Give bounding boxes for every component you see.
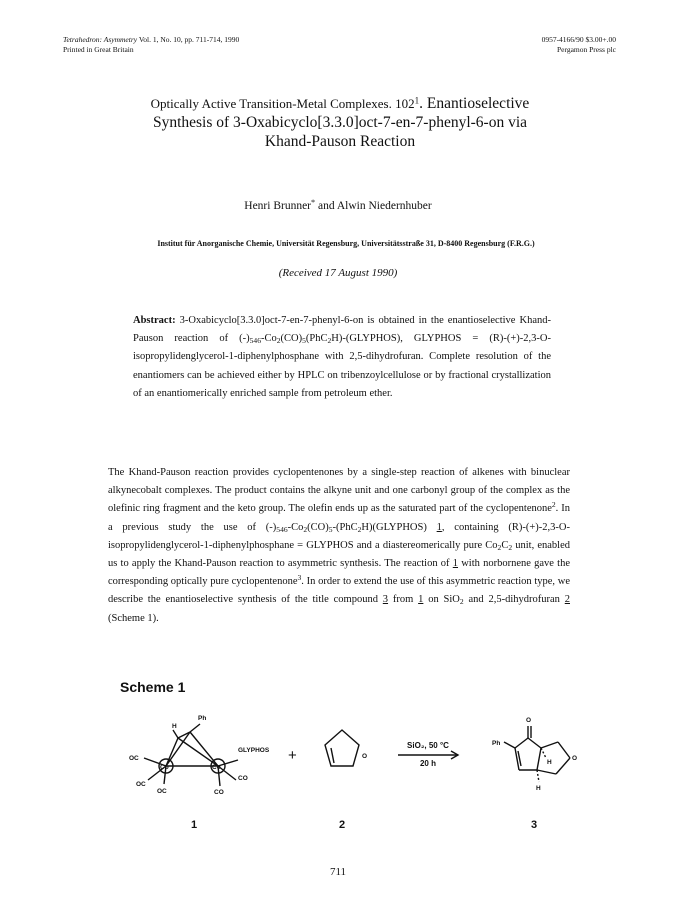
cobalt-label: Co <box>212 764 221 771</box>
compound-3-structure <box>504 726 570 782</box>
co-label: OC <box>136 781 146 788</box>
volume-pages: Vol. 1, No. 10, pp. 711-714, 1990 <box>137 35 240 44</box>
compound-number-1: 1 <box>190 819 198 831</box>
oxygen-label: O <box>362 753 368 760</box>
publisher: Pergamon Press plc <box>556 45 616 54</box>
compound-number-2: 2 <box>338 819 346 831</box>
compound-number-3: 3 <box>530 819 538 831</box>
received-date: (Received 17 August 1990) <box>278 267 398 279</box>
co-label: OC <box>157 788 167 795</box>
compound-1-structure <box>144 724 238 786</box>
co-label: CO <box>238 775 248 782</box>
compound-2-structure <box>325 730 359 766</box>
reaction-arrow <box>398 751 458 759</box>
page-number: 711 <box>329 866 347 878</box>
atom-ph-label: Ph <box>492 740 501 747</box>
affiliation: Institut für Anorganische Chemie, Universität Regensburg, Universitätsstraße 31, D-8400 Regensburg (F.R.G.) <box>157 239 535 248</box>
abstract-label: Abstract: <box>133 315 176 326</box>
atom-h-label: H <box>547 759 552 766</box>
printed-in: Printed in Great Britain <box>63 45 134 54</box>
atom-h-label: H <box>536 785 541 792</box>
glyphos-label: GLYPHOS <box>238 747 270 754</box>
journal-name: Tetrahedron: Asymmetry <box>63 35 138 44</box>
issn-price: 0957-4166/90 $3.00+.00 <box>541 35 616 44</box>
conditions-bottom: 20 h <box>419 759 437 768</box>
co-label: CO <box>214 789 224 796</box>
body-paragraph: The Khand-Pauson reaction provides cyclopentenones by a single-step reaction of alkenes with binuclear alkynecobalt complexes. The product contains the alkyne unit and one carbonyl group of the complex as the olefinic ring fragment and the keto group. The olefin ends up as the saturated part of the cyclopentenone$^2$. In a previous study the use of $(-)_{546}-Co_2(CO)_5-(PhC_2H)(GLYPHOS)$ 1, containing (R)-(+)-2,3-O-isopropylidenglycerol-1-diphenylphosphane = GLYPHOS and a diastereomerically pure $Co_2C_2$ unit, enabled us to apply the Khand-Pauson reaction to asymmetric synthesis. The reaction of 1 with norbornene gave the corresponding optically pure cyclopentenone$^3$. In order to extend the use of this asymmetric reaction type, we describe the enantioselective synthesis of the title compound 3 from 1 on SiO$_2$ and 2,5-dihydrofuran 2 (Scheme 1). <box>108 467 570 624</box>
conditions-top: SiO₂, 50 °C <box>407 741 449 750</box>
scheme-label: Scheme 1 <box>120 679 186 695</box>
atom-h-label: H <box>172 723 177 730</box>
paper-title: Optically Active Transition-Metal Complexes. $102^1$. Enantioselective Synthesis of 3-Oxabicyclo[3.3.0]oct-7-en-7-phenyl-6-on via Khand-Pauson Reaction <box>150 95 530 150</box>
abstract: Abstract: 3-Oxabicyclo[3.3.0]oct-7-en-7-phenyl-6-on is obtained in the enantioselective Khand-Pauson reaction of $(-)_{546}-Co_2(CO)_5(PhC_2H)-(GLYPHOS)$, GLYPHOS = (R)-(+)-2,3-O-isopropylidenglycerol-1-diphenylphosphane with 2,5-dihydrofuran. Complete resolution of the enantiomers can be achieved either by HPLC on tribenzoylcellulose or by fractional crystallization of an enantiomerically enriched sample from petroleum ether. <box>133 315 551 399</box>
cobalt-label: Co <box>160 764 169 771</box>
authors: Henri Brunner* and Alwin Niedernhuber <box>244 197 432 212</box>
plus-sign: + <box>288 747 297 764</box>
co-label: OC <box>129 755 139 762</box>
oxygen-label: O <box>572 755 578 762</box>
atom-ph-label: Ph <box>198 715 207 722</box>
journal-citation <box>63 35 239 45</box>
reaction-scheme <box>110 700 590 870</box>
oxygen-label: O <box>526 717 532 724</box>
